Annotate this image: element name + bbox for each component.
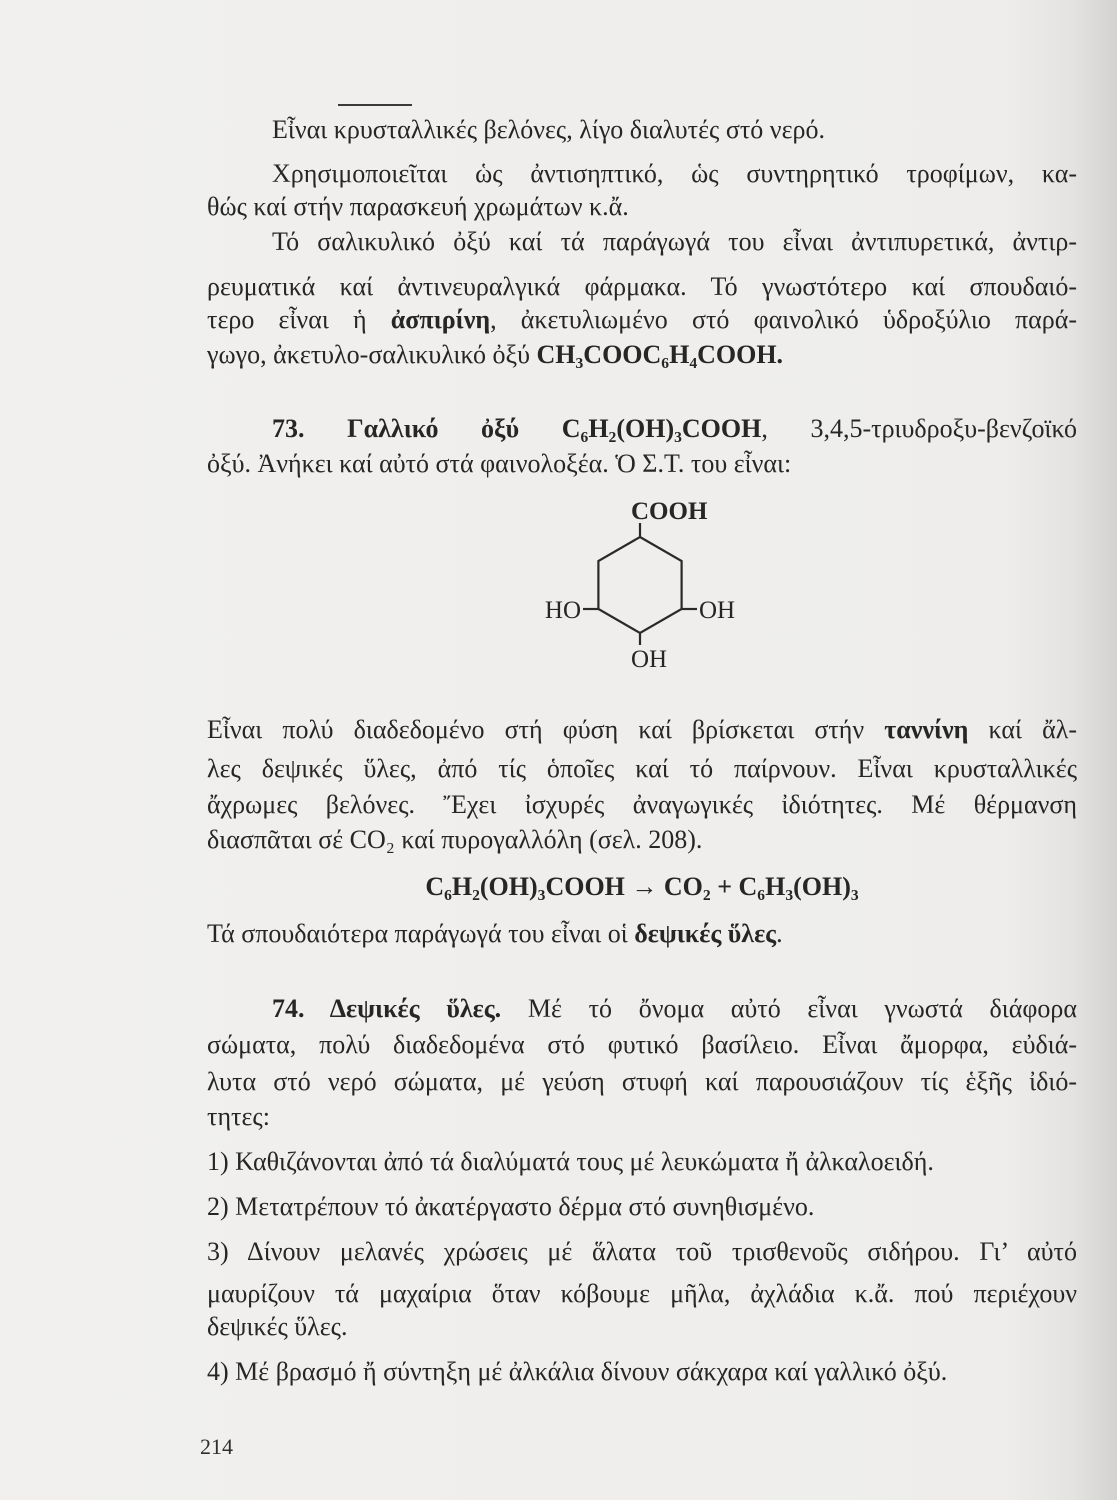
text-line: θώς καί στήν παρασκευή χρωμάτων κ.ἄ. [207,192,629,221]
text-line: ὀξύ. Ἀνήκει καί αὐτό στά φαινολοξέα. Ὁ Σ.Τ. του εἶναι: [207,449,792,478]
text-fragment: Τά σπουδαιότερα παράγωγά του εἶναι οἱ [207,919,635,948]
hydroxyl-right-label: OH [699,597,736,624]
text-fragment: , ἀκετυλιωμένο στό φαινολικό ὑδροξύλιο παρά- [490,305,1077,334]
benzene-ring [598,537,681,633]
page-number: 214 [200,1434,233,1459]
text-line: διασπᾶται σέ CO₂ καί πυρογαλλόλη (σελ. 208). [207,825,703,854]
heading-title: 74. Δεψικές ὕλες. [272,994,502,1023]
hydroxyl-bottom-label: OH [631,646,668,673]
text-line: ρευματικά καί ἀντινευραλγικά φάρμακα. Τό γνωστότερο καί σπουδαιό- [207,272,1077,301]
text-line: λες δεψικές ὕλες, ἀπό τίς ὁποῖες καί τό παίρνουν. Εἶναι κρυσταλλικές [207,754,1077,783]
text-line-tannin [207,715,1077,745]
text-line-derivatives [207,919,1077,949]
text-line: Εἶναι κρυσταλλικές βελόνες, λίγο διαλυτές στό νερό. [272,115,825,144]
heading-rest: Μέ τό ὄνομα αὐτό εἶναι γνωστά διάφορα [501,994,1077,1023]
term-tanning-agents: δεψικές ὕλες [634,919,777,948]
section-heading-74 [272,994,1077,1024]
property-item-2: 2) Μετατρέπουν τό ἀκατέργαστο δέρμα στό συνηθισμένο. [207,1192,815,1221]
property-item-4: 4) Μέ βρασμό ἤ σύντηξη μέ ἀλκάλια δίνουν σάκχαρα καί γαλλικό ὀξύ. [207,1357,948,1386]
property-item-3-cont: μαυρίζουν τά μαχαίρια ὅταν κόβουμε μῆλα, ἀχλάδια κ.ἄ. πού περιέχουν [207,1279,1077,1308]
text-line: Χρησιμοποιεῖται ὡς ἀντισηπτικό, ὡς συντηρητικό τροφίμων, κα- [272,159,1077,188]
text-fragment: Εἶναι πολύ διαδεδομένο στή φύση καί βρίσκεται στήν [207,715,885,744]
text-line-acetylsalicylic [207,340,1077,370]
text-line-aspirin [207,305,1077,335]
gallic-acid-structural-formula [520,485,760,680]
text-fragment: καί ἄλ- [968,715,1077,744]
text-fragment: . [776,919,783,948]
text-line: λυτα στό νερό σώματα, μέ γεύση στυφή καί παρουσιάζουν τίς ἑξῆς ἰδιό- [207,1067,1077,1096]
text-line: τητες: [207,1102,270,1131]
property-item-1: 1) Καθιζάνονται ἀπό τά διαλύματά τους μέ λευκώματα ἤ ἀλκαλοειδή. [207,1147,934,1176]
term-tannin: ταννίνη [884,715,969,744]
text-fragment: γωγο, ἀκετυλο-σαλικυλικό ὀξύ [207,340,537,369]
hydroxyl-left-label: HO [544,597,581,624]
text-line: Τό σαλικυλικό ὀξύ καί τά παράγωγά του εἶναι ἀντιπυρετικά, ἀντιρ- [272,227,1077,256]
heading-rest: , 3,4,5-τριυδροξυ-βενζοϊκό [761,414,1077,443]
section-heading-73 [272,414,1077,444]
text-line: σώματα, πολύ διαδεδομένα στό φυτικό βασίλειο. Εἶναι ἄμορφα, εὐδιά- [207,1030,1077,1059]
text-fragment: τερο εἶναι ἡ [207,305,391,334]
property-item-3-cont: δεψικές ὕλες. [207,1312,348,1341]
decomposition-equation: C₆H₂(OH)₃COOH → CO₂ + C₆H₃(OH)₃ [425,872,859,901]
property-item-3: 3) Δίνουν μελανές χρώσεις μέ ἅλατα τοῦ τρισθενοῦς σιδήρου. Γι’ αὐτό [207,1237,1077,1266]
formula-acetylsalicylic-acid: CH₃COOC₆H₄COOH. [536,340,784,369]
heading-title: 73. Γαλλικό ὀξύ C₆H₂(OH)₃COOH [272,414,762,443]
term-aspirin: ἀσπιρίνη [390,305,491,334]
carboxyl-group-label: COOH [631,498,708,525]
text-line: ἄχρωμες βελόνες. Ἔχει ἰσχυρές ἀναγωγικές ἰδιότητες. Μέ θέρμανση [207,790,1077,819]
top-rule [338,104,412,106]
